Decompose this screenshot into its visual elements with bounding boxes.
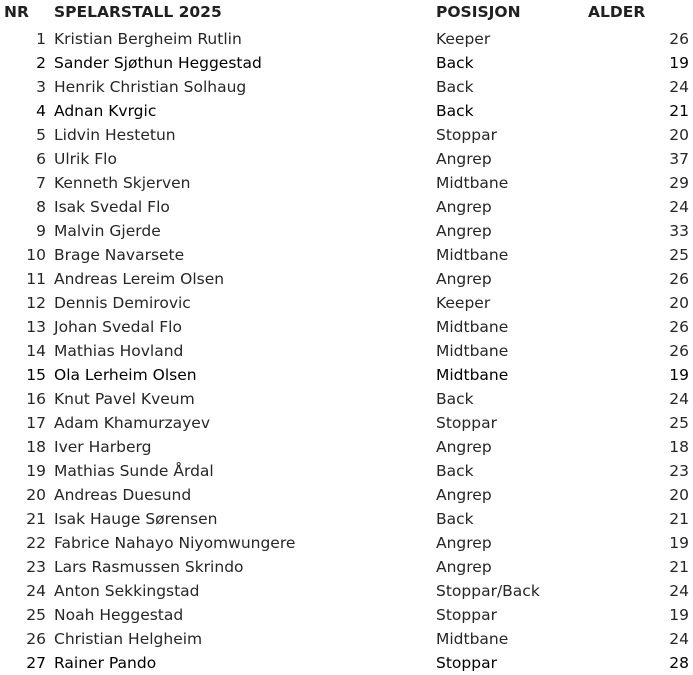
player-rows (0, 27, 693, 675)
player-position: Stoppar (436, 414, 497, 432)
player-number: 23 (26, 558, 46, 576)
player-position: Angrep (436, 198, 492, 216)
table-row (0, 411, 693, 435)
player-age: 19 (669, 54, 689, 72)
player-age: 20 (669, 294, 689, 312)
table-row (0, 99, 693, 123)
player-age: 21 (669, 510, 689, 528)
player-number: 19 (26, 462, 46, 480)
player-number: 7 (36, 174, 46, 192)
player-number: 17 (26, 414, 46, 432)
table-row (0, 339, 693, 363)
player-name: Adam Khamurzayev (54, 414, 210, 432)
player-age: 24 (669, 198, 689, 216)
player-name: Fabrice Nahayo Niyomwungere (54, 534, 296, 552)
player-name: Andreas Duesund (54, 486, 192, 504)
player-name: Brage Navarsete (54, 246, 185, 264)
player-age: 26 (669, 30, 689, 48)
player-position: Keeper (436, 294, 491, 312)
player-age: 20 (669, 126, 689, 144)
player-name: Christian Helgheim (54, 630, 203, 648)
table-row (0, 579, 693, 603)
player-position: Angrep (436, 150, 492, 168)
player-age: 37 (669, 150, 689, 168)
table-row (0, 603, 693, 627)
player-number: 4 (36, 102, 46, 120)
player-number: 24 (26, 582, 46, 600)
player-position: Angrep (436, 558, 492, 576)
player-name: Iver Harberg (54, 438, 152, 456)
player-number: 12 (26, 294, 46, 312)
player-number: 1 (36, 30, 46, 48)
player-position: Stoppar (436, 606, 497, 624)
player-number: 5 (36, 126, 46, 144)
player-age: 26 (669, 270, 689, 288)
player-name: Lars Rasmussen Skrindo (54, 558, 244, 576)
player-position: Angrep (436, 270, 492, 288)
player-age: 19 (669, 534, 689, 552)
player-number: 2 (36, 54, 46, 72)
table-row (0, 531, 693, 555)
player-position: Back (436, 390, 474, 408)
player-number: 15 (26, 366, 46, 384)
player-name: Isak Hauge Sørensen (54, 510, 218, 528)
player-age: 24 (669, 78, 689, 96)
player-number: 25 (26, 606, 46, 624)
player-name: Mathias Sunde Årdal (54, 462, 214, 480)
table-row (0, 507, 693, 531)
table-row (0, 75, 693, 99)
player-number: 9 (36, 222, 46, 240)
player-number: 16 (26, 390, 46, 408)
player-number: 14 (26, 342, 46, 360)
player-age: 26 (669, 318, 689, 336)
table-row (0, 147, 693, 171)
player-position: Stoppar (436, 654, 497, 672)
player-position: Back (436, 54, 474, 72)
player-name: Sander Sjøthun Heggestad (54, 54, 262, 72)
player-name: Henrik Christian Solhaug (54, 78, 247, 96)
table-row (0, 483, 693, 507)
table-row (0, 459, 693, 483)
table-row (0, 315, 693, 339)
header-nr: NR (4, 3, 29, 21)
player-name: Ola Lerheim Olsen (54, 366, 197, 384)
player-name: Malvin Gjerde (54, 222, 161, 240)
player-name: Isak Svedal Flo (54, 198, 170, 216)
player-number: 6 (36, 150, 46, 168)
table-header (0, 0, 693, 26)
player-position: Back (436, 102, 474, 120)
player-position: Back (436, 510, 474, 528)
player-number: 8 (36, 198, 46, 216)
table-row (0, 219, 693, 243)
table-row (0, 51, 693, 75)
player-age: 21 (669, 558, 689, 576)
player-position: Stoppar (436, 126, 497, 144)
player-position: Midtbane (436, 246, 509, 264)
player-age: 25 (669, 414, 689, 432)
table-row (0, 651, 693, 675)
player-age: 19 (669, 606, 689, 624)
player-age: 24 (669, 630, 689, 648)
player-number: 21 (26, 510, 46, 528)
player-age: 26 (669, 342, 689, 360)
table-row (0, 363, 693, 387)
player-position: Angrep (436, 534, 492, 552)
player-position: Angrep (436, 222, 492, 240)
player-position: Keeper (436, 30, 491, 48)
player-name: Dennis Demirovic (54, 294, 191, 312)
player-age: 24 (669, 582, 689, 600)
player-position: Angrep (436, 438, 492, 456)
player-name: Andreas Lereim Olsen (54, 270, 225, 288)
table-row (0, 267, 693, 291)
table-row (0, 627, 693, 651)
player-name: Noah Heggestad (54, 606, 184, 624)
player-number: 22 (26, 534, 46, 552)
player-age: 20 (669, 486, 689, 504)
player-name: Lidvin Hestetun (54, 126, 176, 144)
player-age: 19 (669, 366, 689, 384)
player-number: 11 (26, 270, 46, 288)
player-number: 10 (26, 246, 46, 264)
player-position: Midtbane (436, 630, 509, 648)
table-row (0, 555, 693, 579)
player-position: Back (436, 78, 474, 96)
player-number: 13 (26, 318, 46, 336)
player-number: 20 (26, 486, 46, 504)
table-row (0, 171, 693, 195)
table-row (0, 123, 693, 147)
player-position: Angrep (436, 486, 492, 504)
player-age: 24 (669, 390, 689, 408)
table-row (0, 387, 693, 411)
player-name: Johan Svedal Flo (54, 318, 182, 336)
player-position: Midtbane (436, 174, 509, 192)
player-name: Rainer Pando (54, 654, 157, 672)
table-row (0, 27, 693, 51)
player-name: Adnan Kvrgic (54, 102, 157, 120)
player-position: Stoppar/Back (436, 582, 540, 600)
player-position: Midtbane (436, 366, 509, 384)
player-age: 25 (669, 246, 689, 264)
player-name: Anton Sekkingstad (54, 582, 200, 600)
player-position: Back (436, 462, 474, 480)
player-position: Midtbane (436, 318, 509, 336)
header-position: POSISJON (436, 3, 521, 21)
header-squad-title: SPELARSTALL 2025 (54, 3, 222, 21)
player-age: 29 (669, 174, 689, 192)
player-name: Mathias Hovland (54, 342, 184, 360)
player-name: Kenneth Skjerven (54, 174, 191, 192)
player-age: 33 (669, 222, 689, 240)
table-row (0, 291, 693, 315)
player-age: 21 (669, 102, 689, 120)
player-name: Knut Pavel Kveum (54, 390, 195, 408)
player-number: 3 (36, 78, 46, 96)
player-age: 23 (669, 462, 689, 480)
player-number: 26 (26, 630, 46, 648)
table-row (0, 435, 693, 459)
player-number: 27 (26, 654, 46, 672)
player-name: Kristian Bergheim Rutlin (54, 30, 242, 48)
player-position: Midtbane (436, 342, 509, 360)
table-row (0, 195, 693, 219)
player-number: 18 (26, 438, 46, 456)
player-name: Ulrik Flo (54, 150, 117, 168)
table-row (0, 243, 693, 267)
player-age: 28 (669, 654, 689, 672)
player-age: 18 (669, 438, 689, 456)
header-age: ALDER (588, 3, 646, 21)
